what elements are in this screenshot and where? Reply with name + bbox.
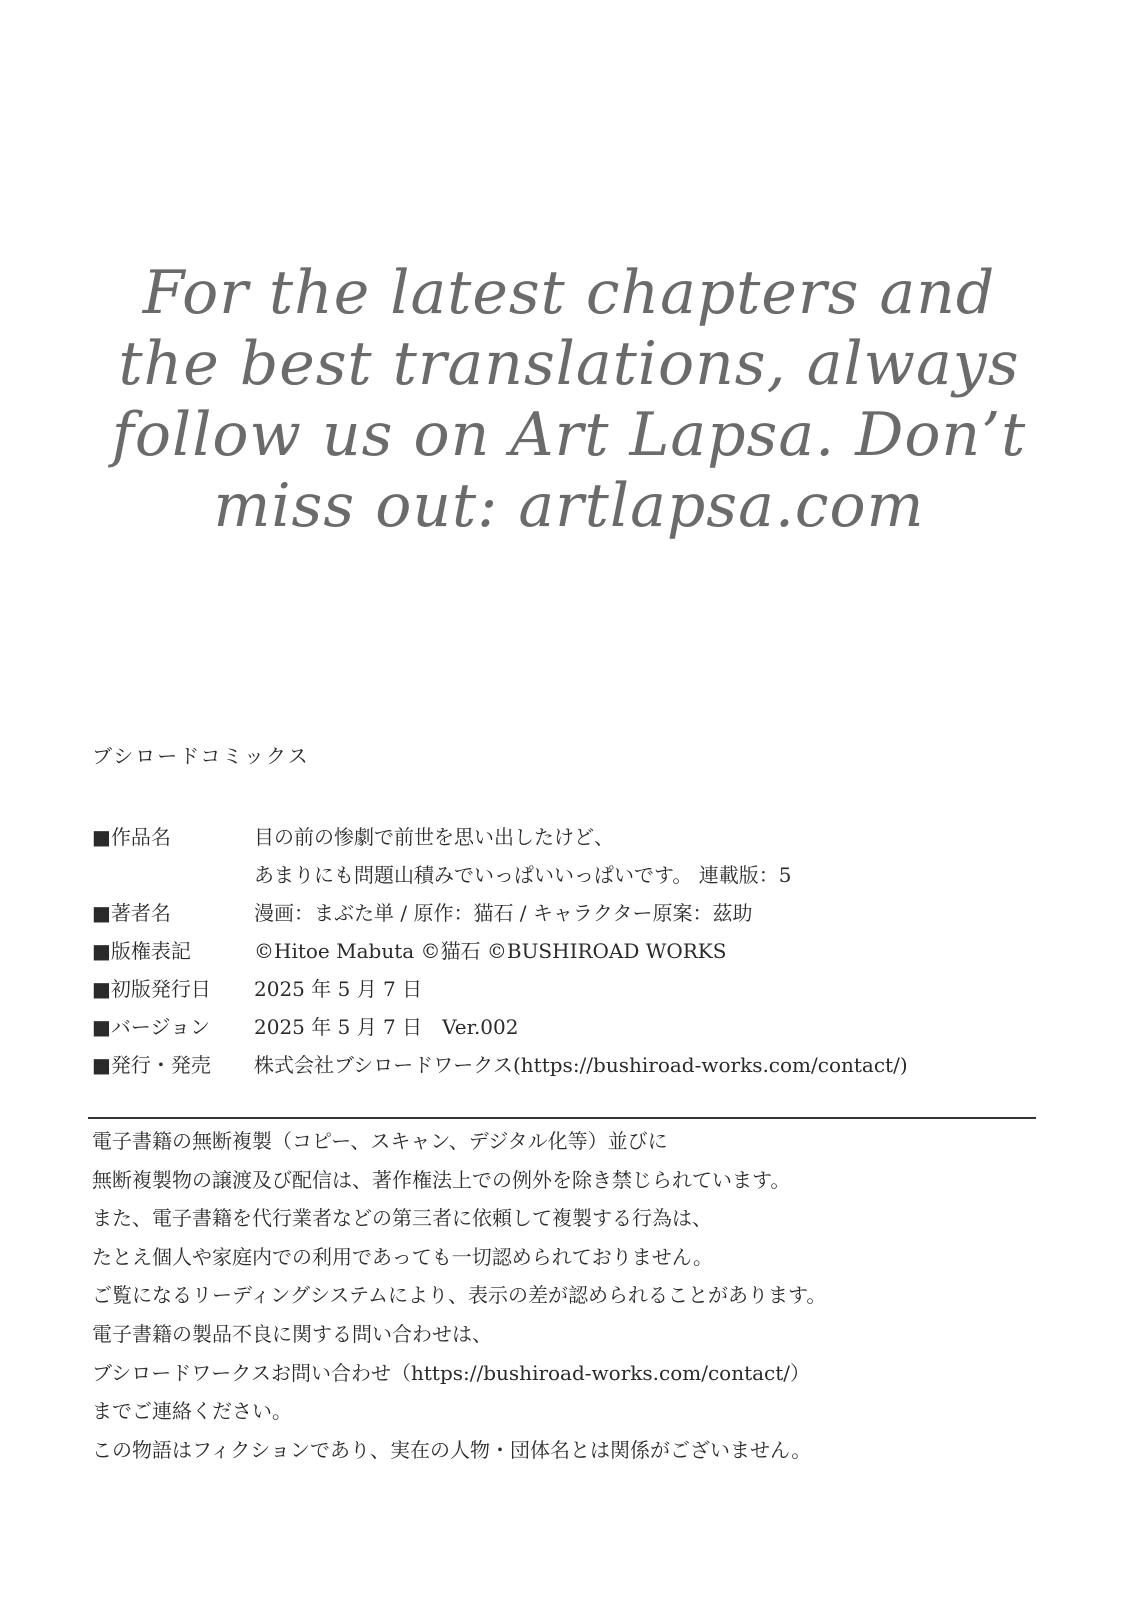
info-key: ■著者名 — [92, 901, 171, 925]
watermark-line: the best translations, always — [118, 329, 1020, 399]
info-value: 目の前の惨劇で前世を思い出したけど、 — [254, 825, 614, 849]
info-key: ■初版発行日 — [92, 977, 211, 1001]
publication-info — [92, 818, 1052, 1084]
notice-line: ブシロードワークスお問い合わせ（https://bushiroad-works.com/contact/） — [92, 1360, 811, 1385]
info-value: 2025 年 5 月 7 日 — [254, 977, 423, 1001]
info-value: 漫画：まぶた単 / 原作：猫石 / キャラクター原案：茲助 — [254, 901, 753, 925]
notice-line: この物語はフィクションであり、実在の人物・団体名とは関係がございません。 — [92, 1437, 812, 1462]
info-key: ■作品名 — [92, 825, 171, 849]
info-key: ■発行・発売 — [92, 1053, 211, 1077]
notice-line: ご覧になるリーディングシステムにより、表示の差が認められることがあります。 — [92, 1283, 827, 1308]
imprint-label: ブシロードコミックス — [92, 744, 310, 768]
watermark-line: follow us on Art Lapsa. Don’t — [111, 400, 1027, 470]
info-row-copyright — [92, 932, 1052, 970]
info-value: ©Hitoe Mabuta ©猫石 ©BUSHIROAD WORKS — [254, 939, 727, 963]
watermark-text — [60, 258, 1078, 542]
info-row-version — [92, 1008, 1052, 1046]
notice-line: 無断複製物の譲渡及び配信は、著作権法上での例外を除き禁じられています。 — [92, 1167, 791, 1192]
divider — [88, 1117, 1036, 1119]
info-value: あまりにも問題山積みでいっぱいいっぱいです。 連載版：5 — [254, 863, 792, 887]
notice-line: までご連絡ください。 — [92, 1399, 292, 1424]
notice-line: 電子書籍の無断複製（コピー、スキャン、デジタル化等）並びに — [92, 1129, 668, 1153]
info-value: 2025 年 5 月 7 日 Ver.002 — [254, 1015, 519, 1039]
legal-notice — [92, 1122, 1052, 1469]
info-row-title — [92, 818, 1052, 856]
info-row-first-edition — [92, 970, 1052, 1008]
notice-line: 電子書籍の製品不良に関する問い合わせは、 — [92, 1321, 492, 1346]
info-value: 株式会社ブシロードワークス(https://bushiroad-works.com/contact/) — [254, 1053, 908, 1077]
watermark-line: miss out: artlapsa.com — [213, 471, 925, 541]
info-row-authors — [92, 894, 1052, 932]
info-row-publisher — [92, 1046, 1052, 1084]
info-key: ■版権表記 — [92, 939, 191, 963]
info-key: ■バージョン — [92, 1015, 211, 1039]
watermark-line: For the latest chapters and — [142, 258, 996, 328]
notice-line: また、電子書籍を代行業者などの第三者に依頼して複製する行為は、 — [92, 1206, 712, 1231]
notice-line: たとえ個人や家庭内での利用であっても一切認められておりません。 — [92, 1244, 713, 1269]
info-row-title-cont — [92, 856, 1052, 894]
